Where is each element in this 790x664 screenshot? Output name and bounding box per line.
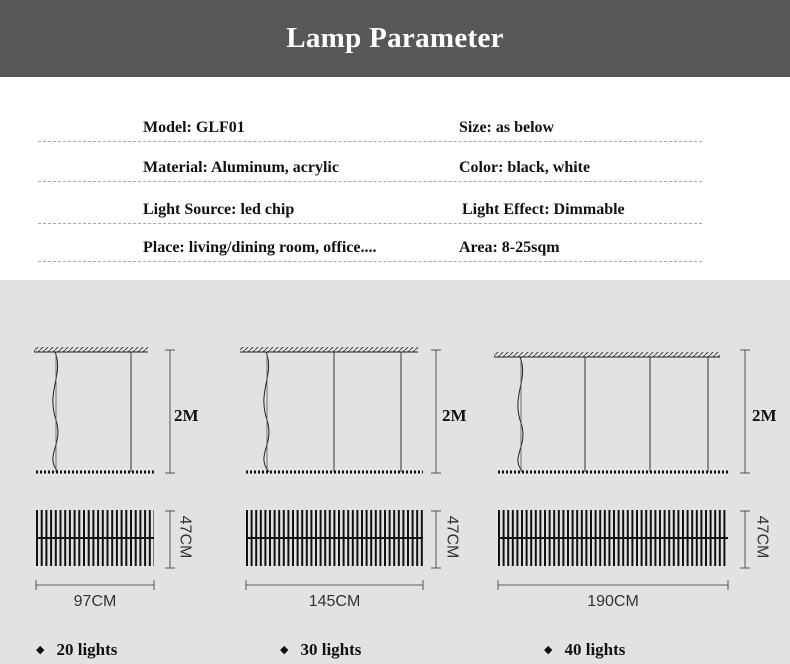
lamp-side-view-1 [34,347,175,473]
depth-label-1: 47CM [176,515,194,559]
lamp-top-view-2 [246,511,441,590]
height-label-3: 2M [752,406,777,425]
lamp-top-view-1 [36,509,175,590]
param-place: Place: living/dining room, office.... [143,239,377,256]
diamond-bullet-icon: ◆ [280,644,289,656]
param-model: Model: GLF01 [143,119,245,136]
param-row [38,113,702,142]
lamp-top-view-3 [498,511,750,590]
width-label-2: 145CM [308,593,361,610]
param-material: Material: Aluminum, acrylic [143,159,339,176]
lights-count-1 [36,640,117,660]
height-label-2: 2M [442,406,467,425]
lights-count-label: 20 lights [56,640,118,659]
lamp-side-view-3 [494,350,750,473]
param-light-effect: Light Effect: Dimmable [462,201,625,218]
lamp-side-view-2 [240,347,441,473]
lights-count-label: 40 lights [564,640,626,659]
size-diagram [0,280,790,664]
param-row [38,233,702,262]
lights-count-3 [544,640,625,660]
width-label-1: 97CM [73,593,117,610]
param-row [38,153,702,182]
param-color: Color: black, white [459,159,591,176]
page-title: Lamp Parameter [286,22,504,54]
parameter-table [0,77,790,280]
param-area: Area: 8-25sqm [459,239,560,256]
height-label-1: 2M [174,406,199,425]
lights-count-label: 30 lights [300,640,362,659]
diamond-bullet-icon: ◆ [544,644,553,656]
param-size: Size: as below [459,119,555,136]
lights-count-2 [280,640,361,660]
depth-label-2: 47CM [443,515,461,559]
header-banner [0,0,790,77]
param-row [38,195,702,224]
param-light-source: Light Source: led chip [143,201,295,218]
width-label-3: 190CM [587,593,639,610]
diamond-bullet-icon: ◆ [36,644,45,656]
depth-label-3: 47CM [753,515,771,559]
